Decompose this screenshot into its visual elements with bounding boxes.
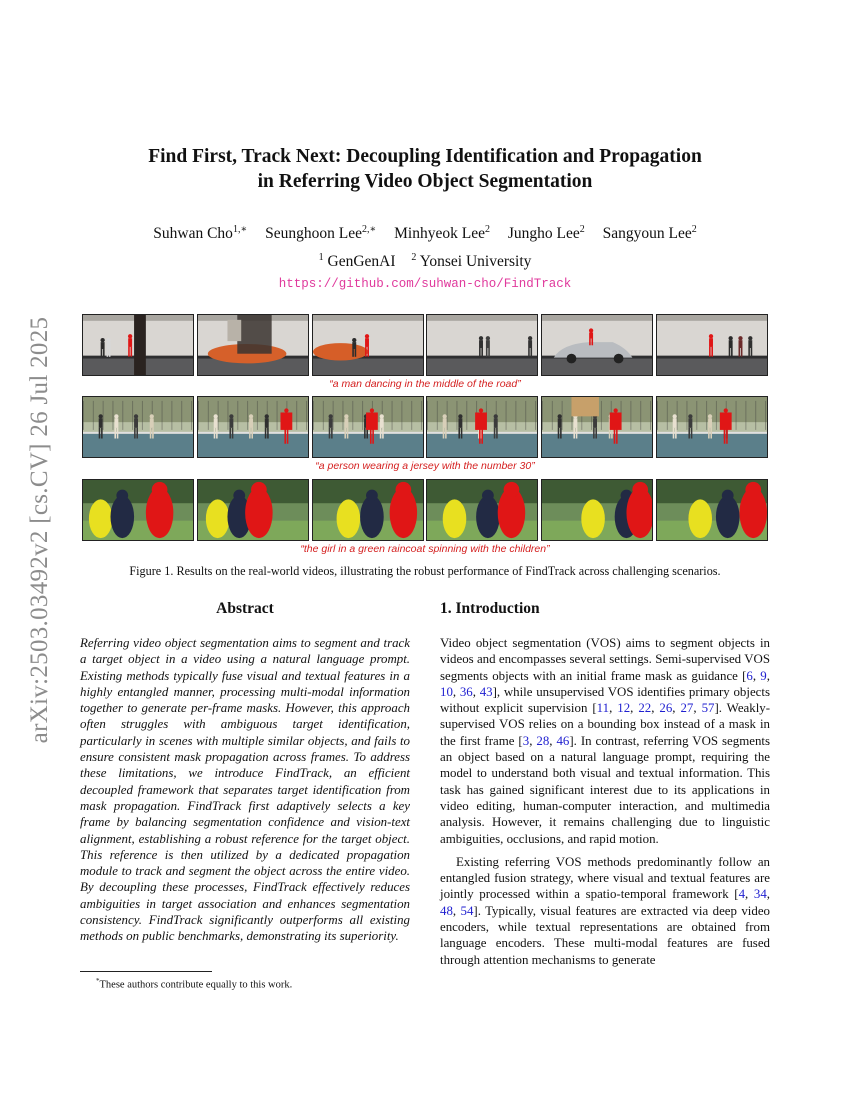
footnote: *These authors contribute equally to this work. [96,977,293,991]
affiliations [80,252,770,271]
paragraph-text: , [472,684,480,699]
paragraph-text: , [630,701,639,716]
video-frame-thumbnail [82,479,194,541]
paragraph-text: , [549,733,557,748]
author: Jungho Lee$^2$ [507,224,585,243]
video-frame-thumbnail [82,314,194,376]
title-line-1: Find First, Track Next: Decoupling Identification and Propagation [148,146,702,167]
abstract-heading: Abstract [216,600,274,617]
affiliation: $^1$ GenGenAI [318,252,396,271]
paragraph-text: ]. Typically, visual features are extracted via deep video encoders, while textual representations are obtained from language encoders. These multi-modal features are fused through attention mechanisms to generate [440,903,770,967]
video-frame-thumbnail [541,479,653,541]
author: Seunghoon Lee$^{2,∗}$ [265,224,377,243]
paragraph-text: , [529,733,537,748]
project-url-link[interactable]: https://github.com/suhwan-cho/FindTrack [278,277,572,291]
abstract-text: Referring video object segmentation aims to segment and track a target object in a video using a natural language prompt. Existing methods typically fuse visual and textual features in a highly entangled manner, processing multi-modal information together to generate per-frame masks. However, this approach often struggles with ambiguous target identification, particularly in scenes with multiple similar objects, and fails to ensure consistent mask propagation across frames. To address these limitations, we introduce FindTrack, an efficient decoupled framework that separates target identification from mask propagation. FindTrack first adaptively selects a key frame by balancing segmentation confidence and vision-text alignment, establishing a robust reference for the target object. This reference is then utilized by a dedicated propagation module to track and segment the object across the entire video. By decoupling these processes, FindTrack effectively reduces ambiguities in target association and enhances segmentation consistency. FindTrack significantly outperforms all existing methods on public benchmarks, demonstrating its superiority. [80,636,410,944]
intro-paragraph [440,635,770,847]
paragraph-text: Existing referring VOS methods predominantly follow an entangled fusion strategy, where visual and textual features are jointly processed within a spatio-temporal framework [ [440,854,770,902]
citation-link[interactable]: 26 [659,701,673,716]
author: Minhyeok Lee$^2$ [394,224,490,243]
figure-row-court [82,396,768,458]
citation-link[interactable]: 10 [440,684,453,699]
paragraph-text: , [651,701,660,716]
paragraph-text: ]. Weakly-supervised VOS relies on a bounding box instead of a mask in the first frame [ [440,701,771,748]
paragraph-text: ]. In contrast, referring VOS segments an object based on a natural language prompt, requiring the model to understand both visual and textual information. This task has gained significant interest due to its applications in video editing, human-computer interaction, and multimedia analysis. However, it remains challenging due to linguistic ambiguities, occlusions, and rapid motion. [440,733,771,846]
intro-paragraph [440,854,770,968]
paragraph-text: , [672,701,681,716]
intro-heading: 1. Introduction [440,600,540,617]
video-frame-thumbnail [197,314,309,376]
citation-link[interactable]: 43 [479,684,493,699]
footnote-divider [80,971,212,972]
citation-link[interactable]: 54 [460,903,474,918]
citation-link[interactable]: 36 [459,684,473,699]
citation-link[interactable]: 57 [701,701,715,716]
citation-link[interactable]: 9 [760,668,767,683]
video-frame-thumbnail [197,479,309,541]
figure-row-caption: “a person wearing a jersey with the number 30” [315,460,535,472]
author: Sangyoun Lee$^2$ [602,224,697,243]
paragraph-text: , [766,668,770,683]
paragraph-text: , [452,903,461,918]
figure-row-garden [82,479,768,541]
citation-link[interactable]: 34 [753,887,767,902]
citation-link[interactable]: 27 [680,701,694,716]
video-frame-thumbnail [656,396,768,458]
paragraph-text: , [745,887,754,902]
figure-row-caption: “the girl in a green raincoat spinning with the children” [300,543,550,555]
paper-title [80,144,770,194]
video-frame-thumbnail [541,314,653,376]
citation-link[interactable]: 46 [556,733,570,748]
video-frame-thumbnail [426,314,538,376]
video-frame-thumbnail [82,396,194,458]
video-frame-thumbnail [656,479,768,541]
citation-link[interactable]: 3 [522,733,530,748]
video-frame-thumbnail [656,314,768,376]
paragraph-text: , [766,887,770,902]
video-frame-thumbnail [312,479,424,541]
figure-row-street [82,314,768,376]
title-line-2: in Referring Video Object Segmentation [257,171,593,192]
video-frame-thumbnail [541,396,653,458]
paragraph-text: ], while unsupervised VOS identifies primary objects without explicit supervision [ [440,684,770,716]
video-frame-thumbnail [426,479,538,541]
paragraph-text: , [609,701,618,716]
video-frame-thumbnail [312,396,424,458]
figure-row-caption: “a man dancing in the middle of the road” [329,378,521,390]
arxiv-identifier: arXiv:2503.03492v2 [cs.CV] 26 Jul 2025 [26,316,53,744]
citation-link[interactable]: 48 [440,903,453,918]
figure-caption: Figure 1. Results on the real-world videos, illustrating the robust performance of FindTrack across challenging scenarios. [129,564,721,578]
author-list [80,224,770,243]
paragraph-text: Video object segmentation (VOS) aims to segment objects in videos and encompasses several settings. Semi-supervised VOS segments objects with an initial frame mask as guidance [ [440,636,770,683]
citation-link[interactable]: 12 [617,701,631,716]
citation-link[interactable]: 28 [536,733,550,748]
video-frame-thumbnail [312,314,424,376]
video-frame-thumbnail [426,396,538,458]
paragraph-text: , [752,668,761,683]
author: Suhwan Cho$^{1,∗}$ [153,224,248,243]
citation-link[interactable]: 22 [638,701,652,716]
paragraph-text: , [452,684,460,699]
citation-link[interactable]: 4 [738,887,746,902]
citation-link[interactable]: 6 [746,668,753,683]
citation-link[interactable]: 11 [596,701,610,716]
video-frame-thumbnail [197,396,309,458]
affiliation: $^2$ Yonsei University [411,252,532,271]
paragraph-text: , [693,701,702,716]
